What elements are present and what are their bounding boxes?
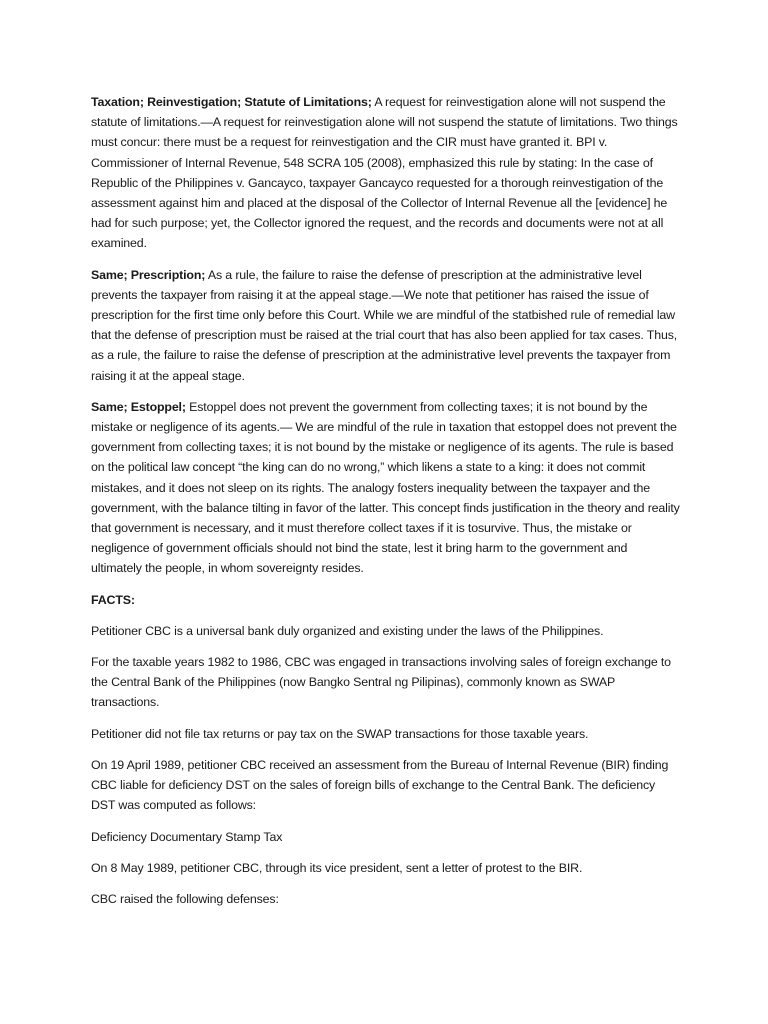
facts-paragraph: On 8 May 1989, petitioner CBC, through its vice president, sent a letter of protest to the BIR. [91,860,583,875]
facts-paragraph: Petitioner did not file tax returns or pay tax on the SWAP transactions for those taxable years. [91,726,589,741]
syllabus-paragraph-estoppel [91,397,681,579]
syllabus-topic: Taxation; Reinvestigation; Statute of Limitations; [91,95,372,109]
syllabus-paragraph-reinvestigation [91,92,681,254]
syllabus-topic: Same; Estoppel; [91,399,186,414]
facts-paragraph: On 19 April 1989, petitioner CBC received an assessment from the Bureau of Internal Revenue (BIR) finding CBC liable for deficiency DST on the sales of foreign bills of exchange to the Central Bank. The deficiency DST was computed as follows: [91,757,669,813]
facts-paragraph: For the taxable years 1982 to 1986, CBC was engaged in transactions involving sales of foreign exchange to the Central Bank of the Philippines (now Bangko Sentral ng Pilipinas), commonly known as SWAP transactions. [91,655,671,710]
syllabus-text: Estoppel does not prevent the government from collecting taxes; it is not bound by the mistake or negligence of its agents.— We are mindful of the rule in taxation that estoppel does not prevent the government from collecting taxes; it is not bound by the mistake or negligence of its agents. The rule is based on the political law concept “the king can do no wrong,” which likens a state to a king: it does not commit mistakes, and it does not sleep on its rights. The analogy fosters inequality between the taxpayer and the government, with the balance tilting in favor of the latter. This concept finds justification in the theory and reality that government is necessary, and it must therefore collect taxes if it is tosurvive. Thus, the mistake or negligence of government officials should not bind the state, lest it bring harm to the government and ultimately the people, in whom sovereignty resides. [91,399,680,576]
facts-paragraph: Petitioner CBC is a universal bank duly organized and existing under the laws of the Philippines. [91,623,604,638]
document-page [91,92,681,920]
syllabus-topic: Same; Prescription; [91,267,206,282]
syllabus-paragraph-prescription [91,265,681,386]
facts-paragraph: CBC raised the following defenses: [91,891,279,906]
facts-heading: FACTS: [91,592,135,607]
syllabus-text: As a rule, the failure to raise the defense of prescription at the administrative level prevents the taxpayer from raising it at the appeal stage.—We note that petitioner has raised the issue of prescription for the first time only before this Court. While we are mindful of the statbished rule of remedial law that the defense of prescription must be raised at the trial court that has also been applied for tax cases. Thus, as a rule, the failure to raise the defense of prescription at the administrative level prevents the taxpayer from raising it at the appeal stage. [91,267,678,383]
syllabus-text: A request for reinvestigation alone will not suspend the statute of limitations.—A request for reinvestigation alone will not suspend the statute of limitations. Two things must concur: there must be a request for reinvestigation and the CIR must have granted it. BPI v. Commissioner of Internal Revenue, 548 SCRA 105 (2008), emphasized this rule by stating: In the case of Republic of the Philippines v. Gancayco, taxpayer Gancayco requested for a thorough reinvestigation of the assessment against him and placed at the disposal of the Collector of Internal Revenue all the [evidence] he had for such purpose; yet, the Collector ignored the request, and the records and documents were not at all examined. [91,95,678,251]
facts-subheading: Deficiency Documentary Stamp Tax [91,829,283,844]
